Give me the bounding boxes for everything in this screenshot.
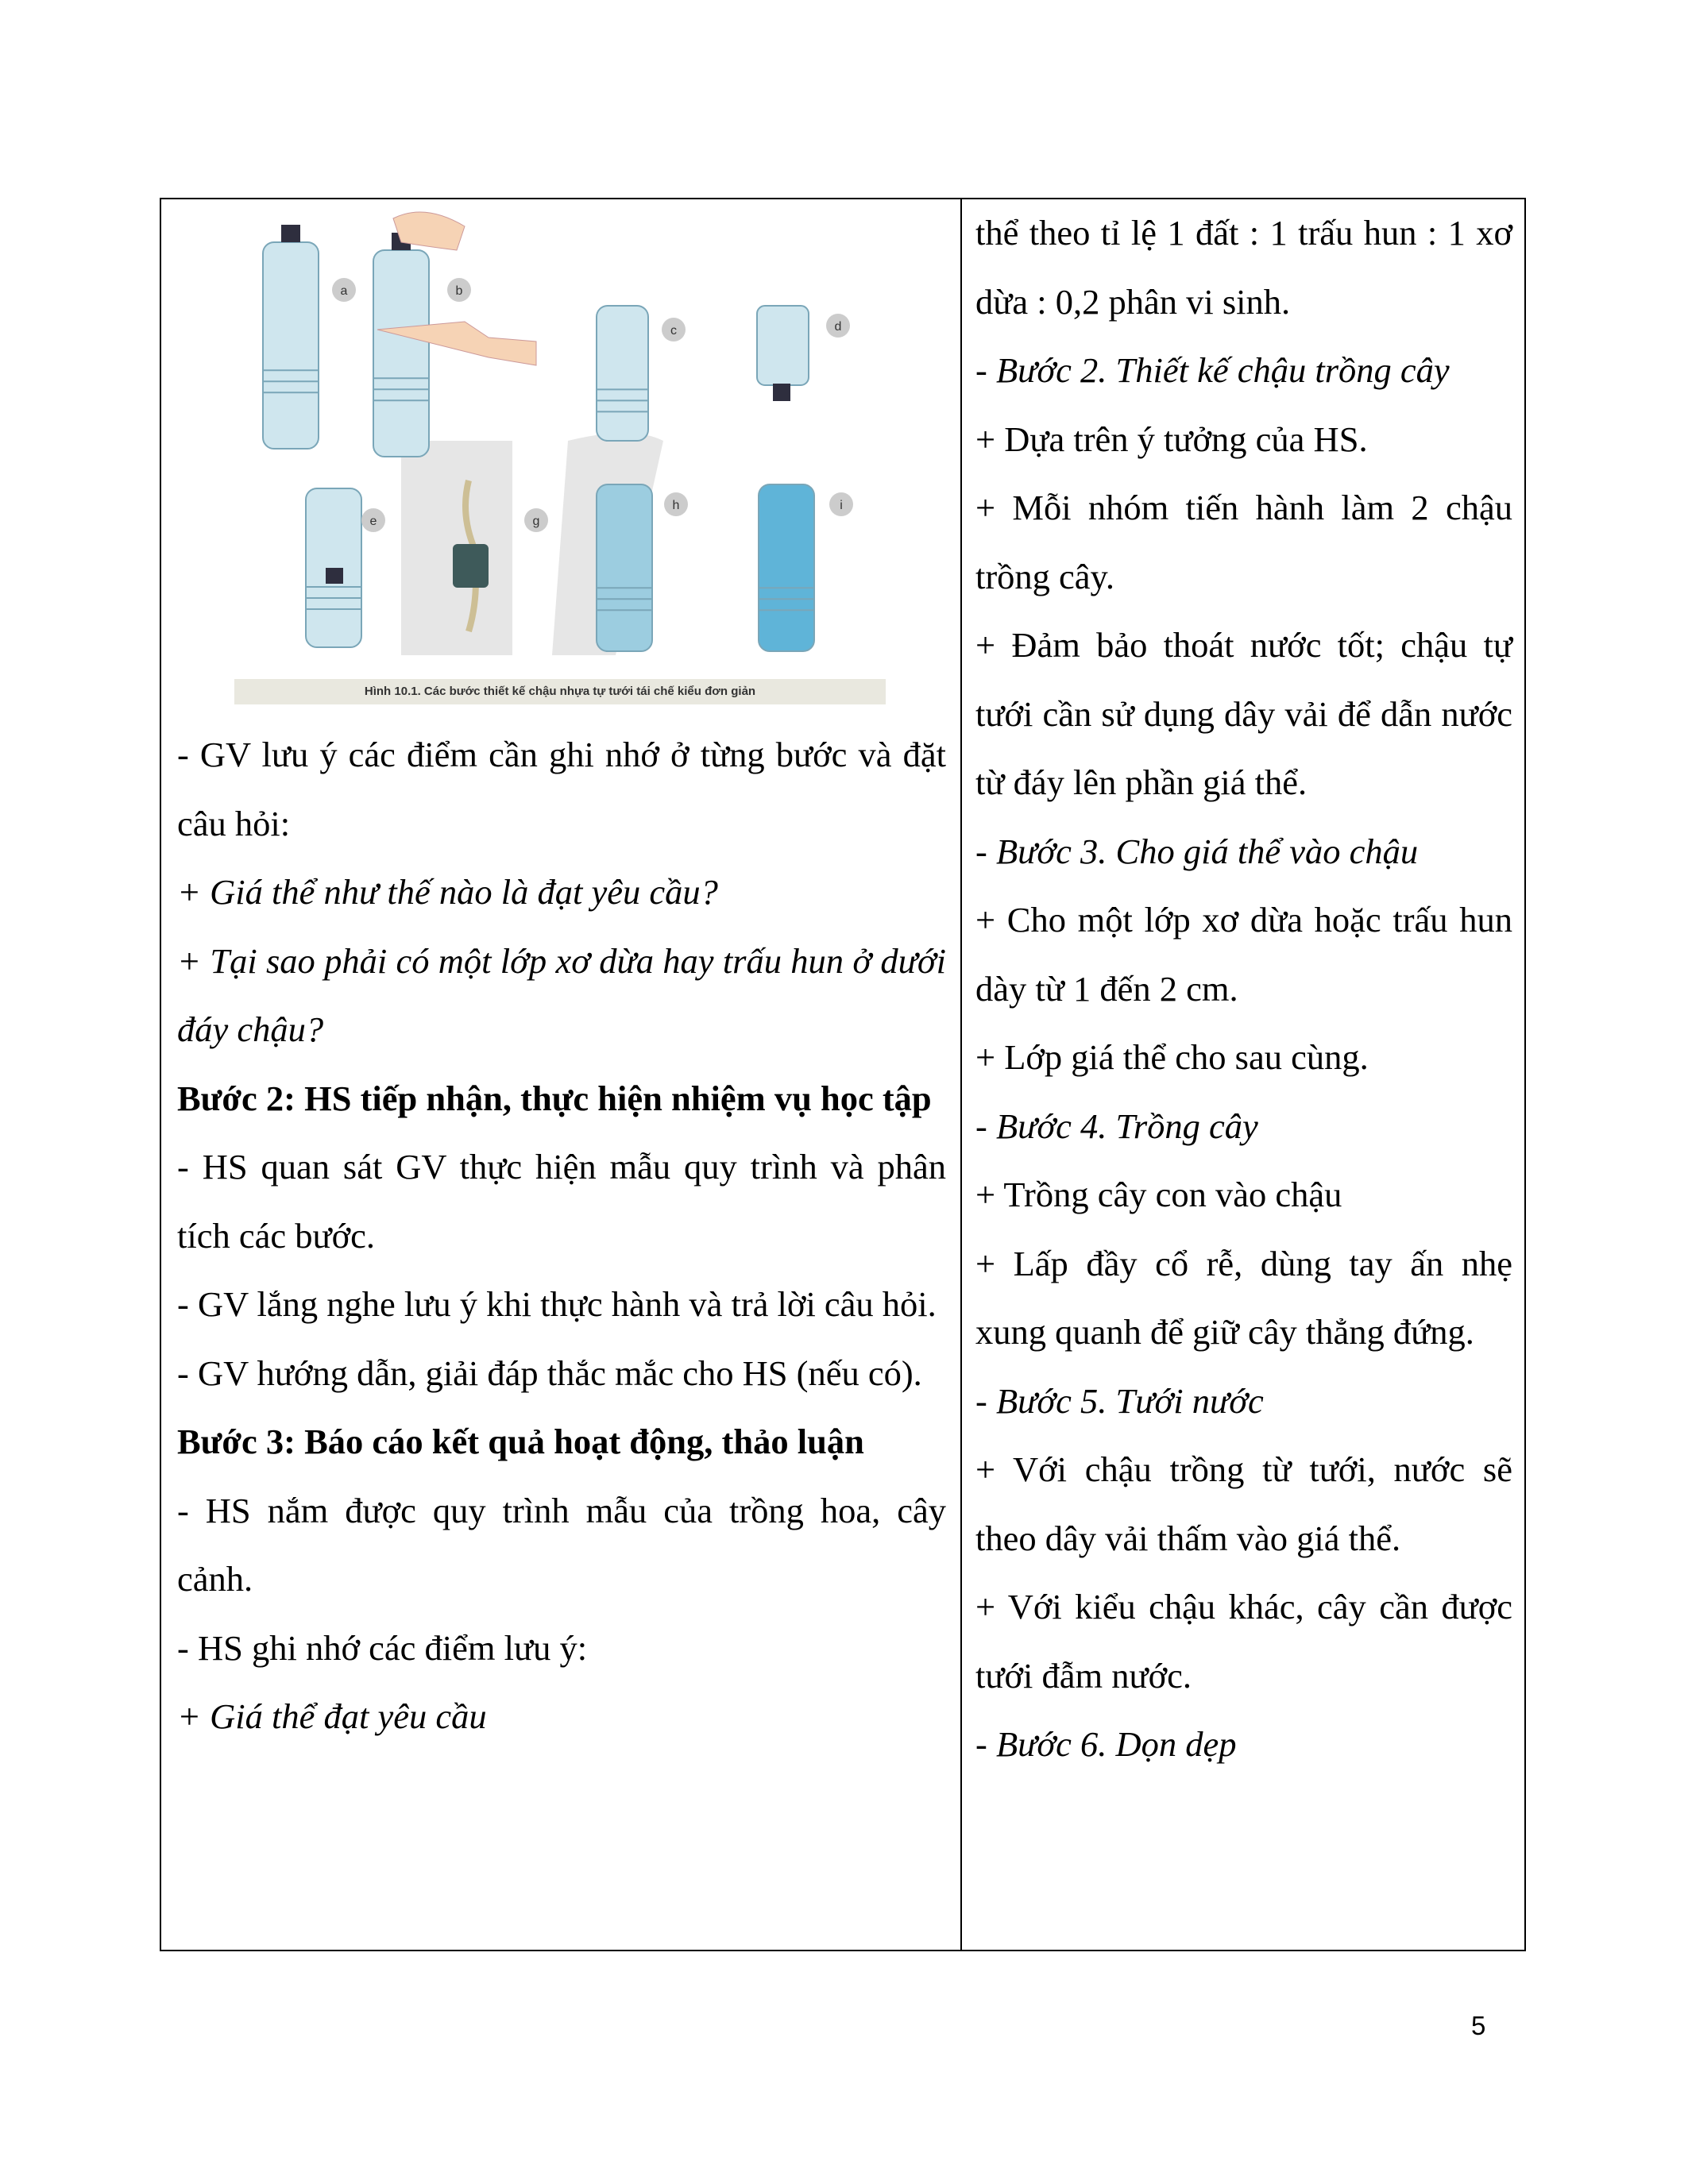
label-a: a <box>340 284 348 298</box>
content-table <box>160 198 1526 1951</box>
right-column-text <box>975 199 1512 1779</box>
label-i: i <box>840 499 843 512</box>
bottle-b <box>373 250 429 457</box>
paragraph: - Bước 4. Trồng cây <box>975 1106 1258 1146</box>
cap-g <box>453 544 489 588</box>
paragraph: + Trồng cây con vào chậu <box>975 1175 1342 1214</box>
bottle-c <box>597 306 648 441</box>
paragraph: - Bước 5. Tưới nước <box>975 1380 1264 1421</box>
paragraph: + Giá thể như thế nào là đạt yêu cầu? <box>177 872 718 912</box>
paragraph: + Với kiểu chậu khác, cây cần được tưới đẫm nước. <box>975 1587 1512 1696</box>
column-divider <box>960 199 962 1950</box>
paragraph: + Mỗi nhóm tiến hành làm 2 chậu trồng cây. <box>975 488 1512 596</box>
paragraph: - HS ghi nhớ các điểm lưu ý: <box>177 1627 588 1668</box>
bottle-illustration <box>234 203 886 679</box>
paragraph: + Lấp đầy cổ rễ, dùng tay ấn nhẹ xung quanh để giữ cây thẳng đứng. <box>975 1243 1512 1352</box>
paragraph: - Bước 6. Dọn dẹp <box>975 1724 1237 1764</box>
label-h: h <box>672 499 680 512</box>
paragraph: + Dựa trên ý tưởng của HS. <box>975 419 1368 459</box>
label-g: g <box>532 515 540 528</box>
paragraph: - GV lắng nghe lưu ý khi thực hành và trả lời câu hỏi. <box>177 1284 937 1324</box>
paragraph: + Cho một lớp xơ dừa hoặc trấu hun dày từ 1 đến 2 cm. <box>975 900 1512 1009</box>
bottle-h <box>597 484 652 651</box>
bottle-e-cap <box>326 568 343 584</box>
label-c: c <box>670 324 677 338</box>
bottle-d-cap <box>773 384 790 401</box>
paragraph: - GV lưu ý các điểm cần ghi nhớ ở từng bước và đặt câu hỏi: <box>177 735 946 843</box>
bottle-a <box>263 242 319 449</box>
bottle-i <box>759 484 814 651</box>
paragraph: + Với chậu trồng từ tưới, nước sẽ theo dây vải thấm vào giá thể. <box>975 1449 1512 1558</box>
paragraph: - GV hướng dẫn, giải đáp thắc mắc cho HS (nếu có). <box>177 1352 922 1393</box>
bottle-d <box>757 306 809 385</box>
paragraph: + Giá thể đạt yêu cầu <box>177 1696 487 1736</box>
paragraph: + Lớp giá thể cho sau cùng. <box>975 1037 1369 1077</box>
step-heading: Bước 3: Báo cáo kết quả hoạt động, thảo luận <box>177 1422 864 1461</box>
paragraph: - Bước 2. Thiết kế chậu trồng cây <box>975 350 1450 390</box>
paragraph: - Bước 3. Cho giá thể vào chậu <box>975 831 1419 871</box>
figure-caption: Hình 10.1. Các bước thiết kế chậu nhựa tự tưới tái chế kiểu đơn giản <box>234 679 886 704</box>
label-b: b <box>455 284 463 298</box>
page-number: 5 <box>1471 2011 1486 2040</box>
paragraph: - HS quan sát GV thực hiện mẫu quy trình và phân tích các bước. <box>177 1147 946 1256</box>
step-heading: Bước 2: HS tiếp nhận, thực hiện nhiệm vụ học tập <box>177 1078 932 1118</box>
paragraph: + Đảm bảo thoát nước tốt; chậu tự tưới cần sử dụng dây vải để dẫn nước từ đáy lên phần giá thể. <box>975 625 1512 802</box>
left-column-text <box>177 720 946 1751</box>
paragraph: - HS nắm được quy trình mẫu của trồng hoa, cây cảnh. <box>177 1490 946 1599</box>
label-e: e <box>369 515 377 528</box>
label-d: d <box>834 320 842 334</box>
bottle-a-cap <box>281 225 300 242</box>
figure-bottle-pot-steps <box>234 203 886 704</box>
paragraph: thể theo tỉ lệ 1 đất : 1 trấu hun : 1 xơ dừa : 0,2 phân vi sinh. <box>975 213 1512 322</box>
paragraph: + Tại sao phải có một lớp xơ dừa hay trấu hun ở dưới đáy chậu? <box>177 940 946 1049</box>
